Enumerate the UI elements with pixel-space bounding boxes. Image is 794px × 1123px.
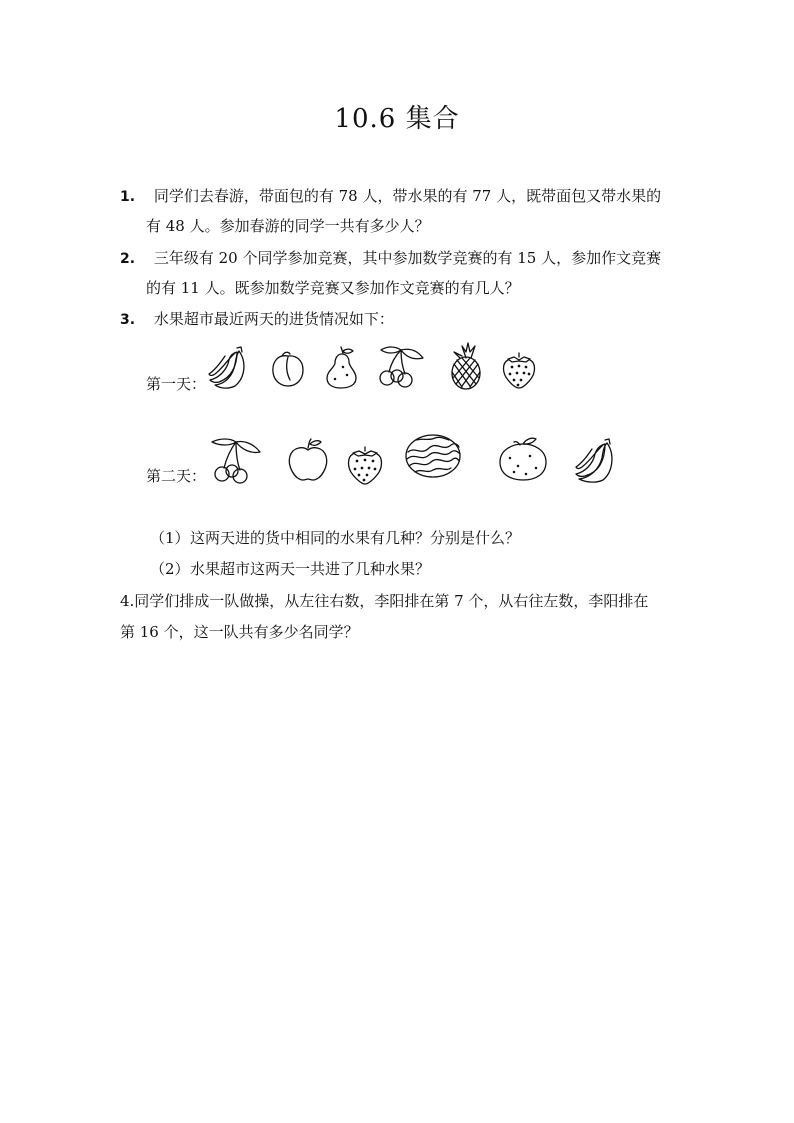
day-2-label: 第二天： xyxy=(146,467,207,485)
sub-question-1 xyxy=(150,528,520,548)
question-2-text-1: 三年级有 20 个同学参加竞赛，其中参加数学竞赛的有 15 人，参加作文竞赛 xyxy=(153,249,662,267)
orange-icon xyxy=(496,436,550,482)
question-1-number: 1. xyxy=(120,189,136,205)
sub-question-1-number: （1） xyxy=(150,529,190,547)
banana-icon xyxy=(207,344,251,390)
apple-icon xyxy=(287,438,329,482)
question-3-text-1: 水果超市最近两天的进货情况如下： xyxy=(153,310,394,328)
strawberry-icon xyxy=(500,349,538,389)
peach-icon xyxy=(270,350,306,388)
page-title: 10.6 集合 xyxy=(334,104,460,134)
question-1-text-1: 同学们去春游，带面包的有 78 人，带水果的有 77 人，既带面包又带水果的 xyxy=(153,187,662,205)
strawberry-icon xyxy=(345,443,385,485)
question-2-number: 2. xyxy=(120,251,136,267)
sub-question-2-text: 水果超市这两天一共进了几种水果？ xyxy=(190,560,431,578)
sub-question-2 xyxy=(150,559,430,579)
day-1-label: 第一天： xyxy=(146,375,207,393)
pineapple-icon xyxy=(448,342,484,390)
question-3-number: 3. xyxy=(120,312,136,328)
cherry-icon xyxy=(208,438,264,484)
sub-question-1-text: 这两天进的货中相同的水果有几种？分别是什么？ xyxy=(190,529,521,547)
watermelon-icon xyxy=(403,432,463,480)
question-4-text-1: 4.同学们排成一队做操，从左往右数，李阳排在第 7 个，从右往左数，李阳排在 xyxy=(120,592,649,610)
banana-icon xyxy=(573,436,617,484)
question-3-line-1 xyxy=(120,309,394,330)
pear-icon xyxy=(323,345,359,389)
question-1-line-1 xyxy=(120,186,661,207)
question-2-text-2: 的有 11 人。既参加数学竞赛又参加作文竞赛的有几人？ xyxy=(146,279,520,297)
sub-question-2-number: （2） xyxy=(150,560,190,578)
cherry-icon xyxy=(375,346,427,388)
question-2-line-1 xyxy=(120,248,661,269)
question-4-text-2: 第 16 个，这一队共有多少名同学？ xyxy=(120,623,359,641)
question-1-text-2: 有 48 人。参加春游的同学一共有多少人？ xyxy=(146,217,430,235)
